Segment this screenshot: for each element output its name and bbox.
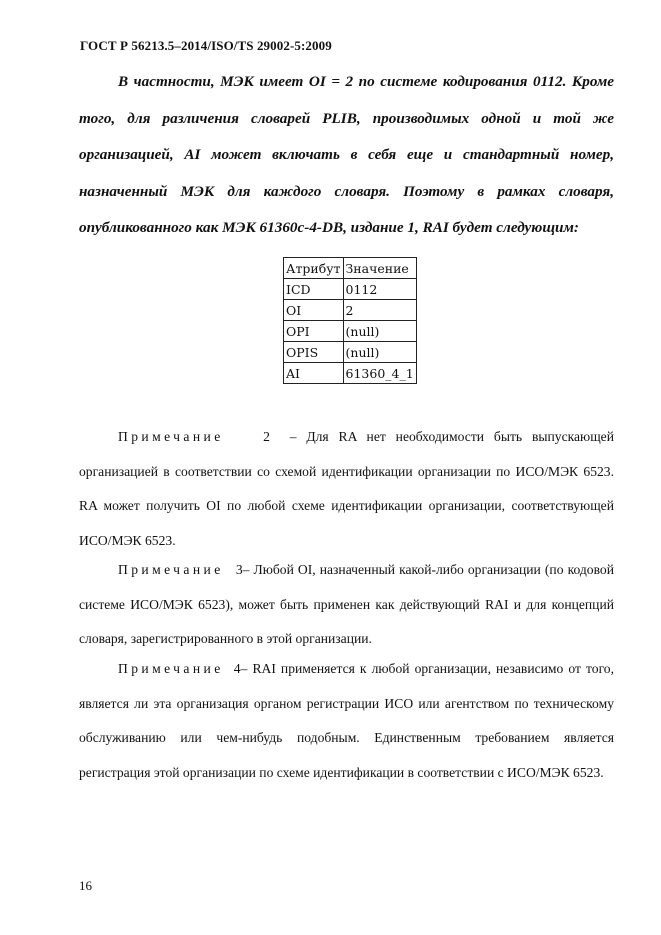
page-number: 16: [79, 878, 92, 893]
note-text: – Любой OI, назначенный какой-либо организации (по кодовой системе ИСО/МЭК 6523), может быть применен как действующий RAI и для концепций словаря, зарегистрированного в этой организации.: [79, 562, 614, 646]
table-row: [284, 279, 417, 300]
note-4: [79, 652, 614, 790]
value-cell: 0112: [343, 279, 416, 300]
note-label: Примечание: [118, 562, 224, 577]
note-label: Примечание: [118, 429, 224, 444]
note-number: 3: [235, 562, 243, 577]
table-row: [284, 363, 417, 384]
column-header-value: Значение: [343, 258, 416, 279]
column-header-attribute: Атрибут: [284, 258, 344, 279]
attribute-cell: OI: [284, 300, 344, 321]
note-number: 4: [233, 661, 241, 676]
value-cell: 2: [343, 300, 416, 321]
note-2: [79, 420, 614, 558]
table-row: [284, 300, 417, 321]
attribute-cell: ICD: [284, 279, 344, 300]
note-text: – Для RA нет необходимости быть выпускающей организацией в соответствии со схемой идентификации организации по ИСО/МЭК 6523. RA может получить OI по любой схеме идентификации организации, соответствующей ИСО/МЭК 6523.: [79, 429, 614, 548]
value-cell: 61360_4_1: [343, 363, 416, 384]
note-label: Примечание: [118, 661, 224, 676]
value-cell: (null): [343, 342, 416, 363]
table-header-row: [284, 258, 417, 279]
note-text: – RAI применяется к любой организации, независимо от того, является ли эта организация органом регистрации ИСО или агентством по техническому обслуживанию или чем-нибудь подобным. Единственным требованием является регистрация этой организации по схеме идентификации в соответствии с ИСО/МЭК 6523.: [79, 661, 614, 780]
standard-header: ГОСТ Р 56213.5–2014/ISO/TS 29002-5:2009: [80, 38, 332, 53]
rai-attribute-table: [283, 257, 417, 384]
attribute-cell: OPI: [284, 321, 344, 342]
table-row: [284, 342, 417, 363]
intro-paragraph: В частности, МЭК имеет OI = 2 по системе кодирования 0112. Кроме того, для различения словарей PLIB, производимых одной и той же организацией, AI может включать в себя еще и стандартный номер, назначенный МЭК для каждого словаря. Поэтому в рамках словаря, опубликованного как МЭК 61360c-4-DB, издание 1, RAI будет следующим:: [79, 73, 614, 236]
attribute-cell: AI: [284, 363, 344, 384]
note-number: 2: [263, 429, 270, 444]
attribute-cell: OPIS: [284, 342, 344, 363]
note-3: [79, 553, 614, 657]
value-cell: (null): [343, 321, 416, 342]
table-row: [284, 321, 417, 342]
